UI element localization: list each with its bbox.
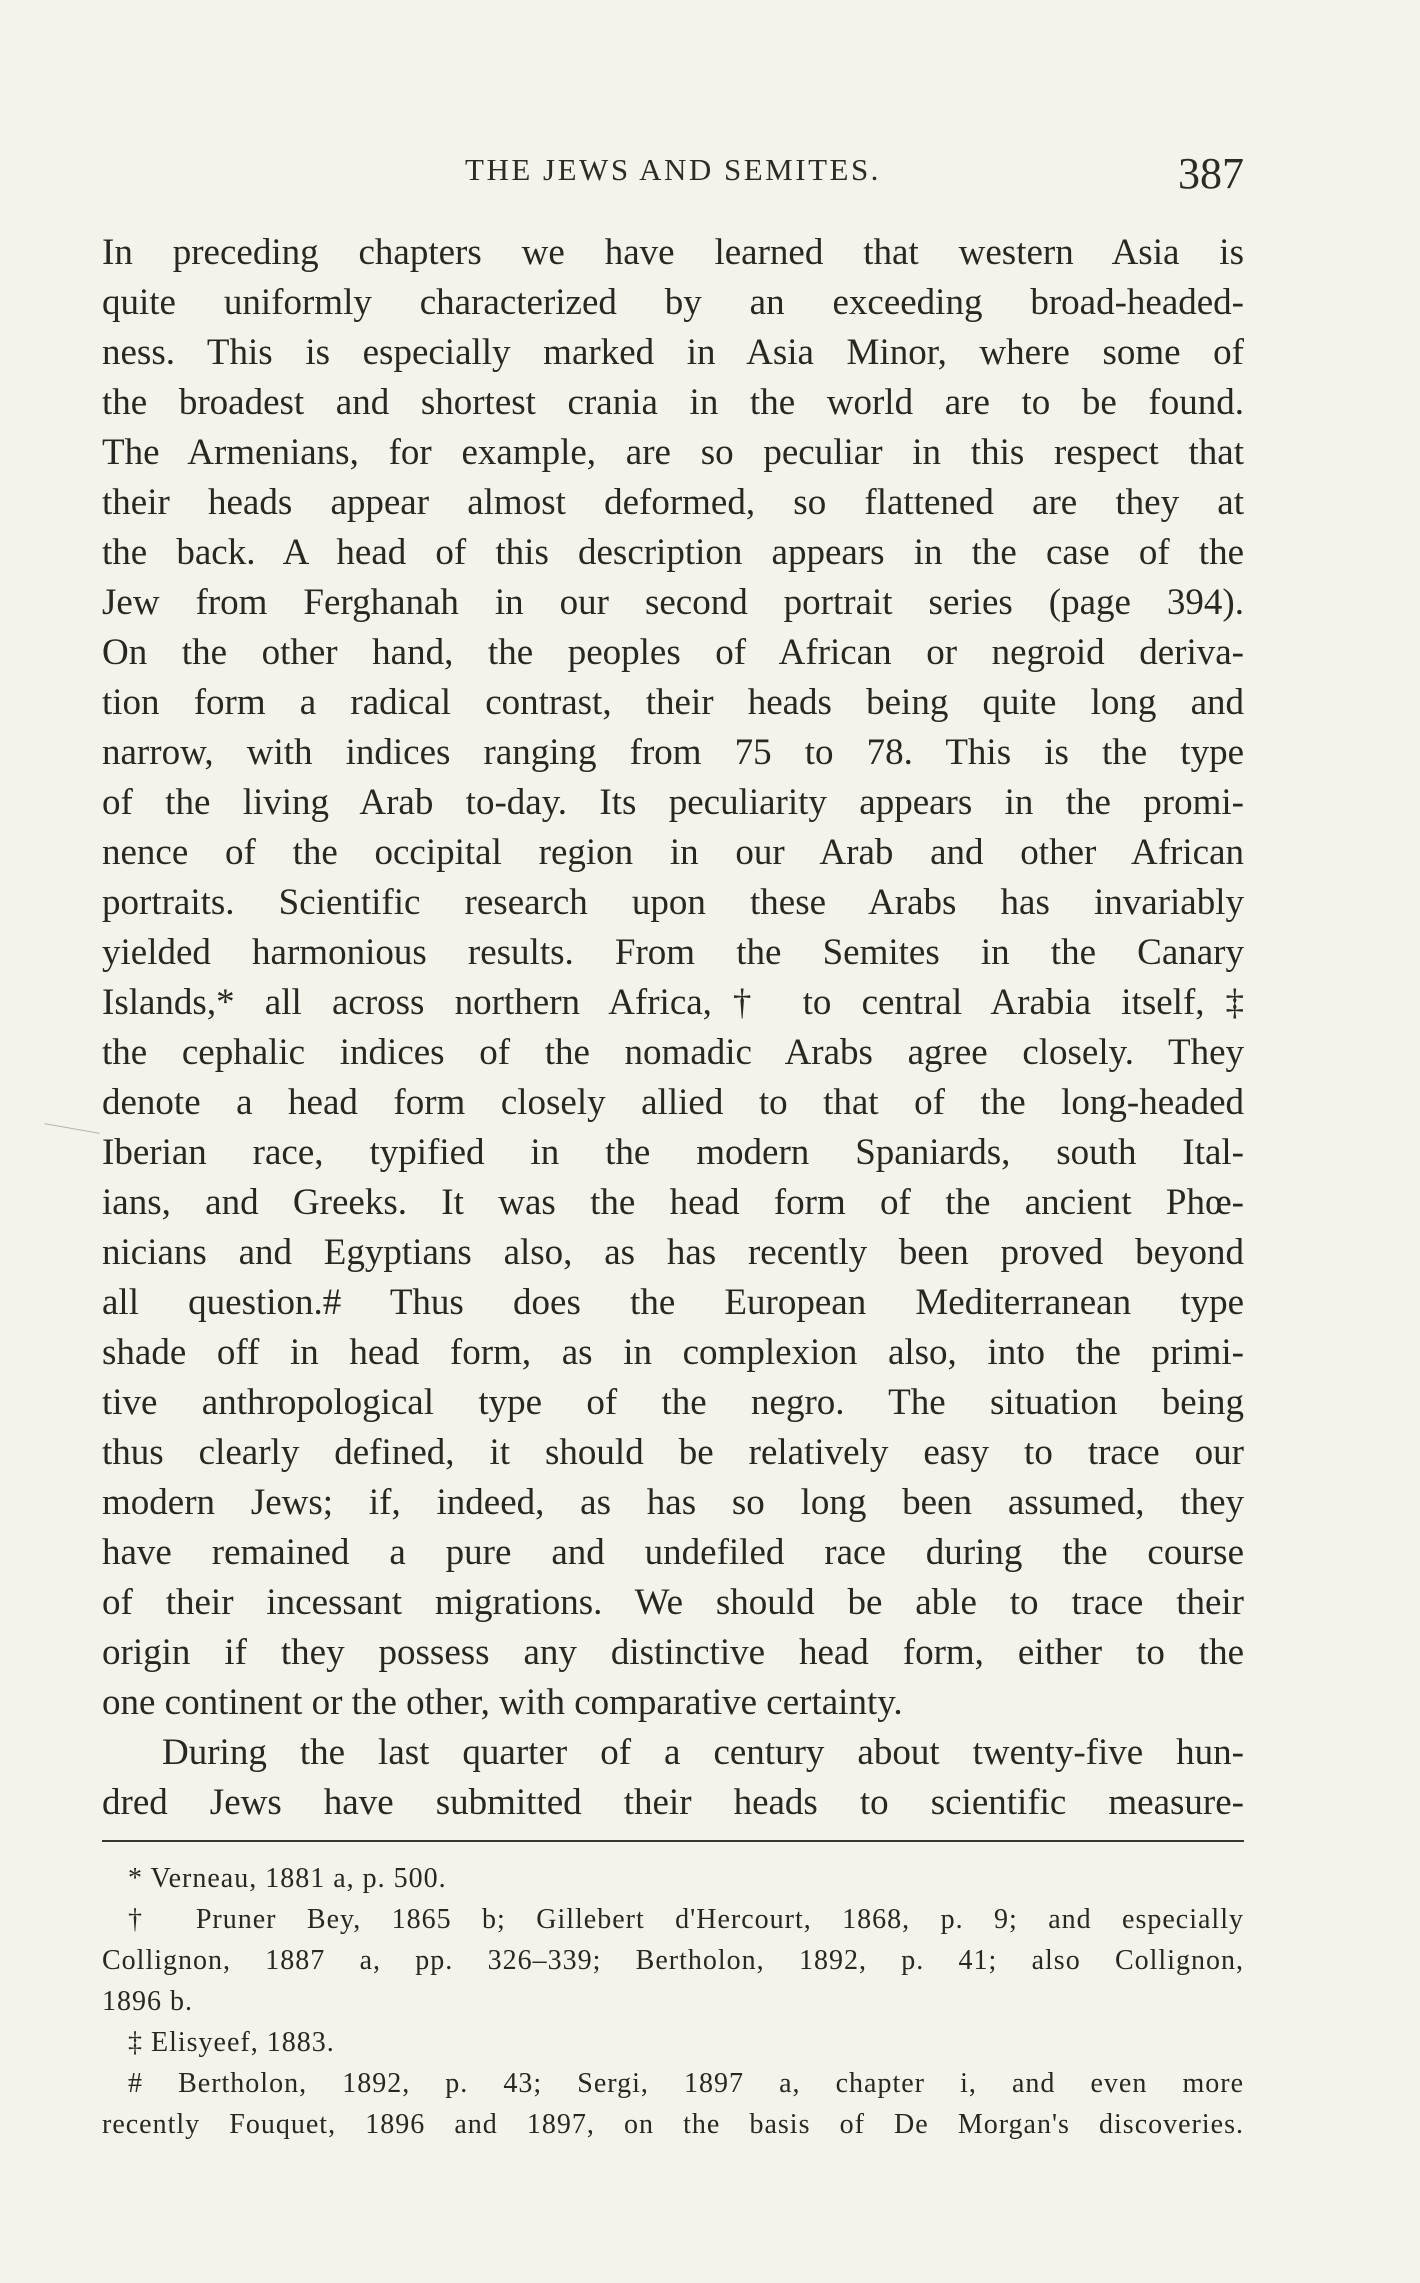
body-text [102,228,1244,1828]
footnote-line: ‡ Elisyeef, 1883. [128,2027,335,2058]
text-line: of their incessant migrations. We should be able to trace their [102,1582,1244,1623]
text-line: origin if they possess any distinctive head form, either to the [102,1632,1244,1673]
footnote-rule [102,1840,1244,1842]
text-line: yielded harmonious results. From the Semites in the Canary [102,932,1244,973]
text-line: portraits. Scientific research upon these Arabs has invariably [102,882,1244,923]
text-line: all question.# Thus does the European Mediterranean type [102,1282,1244,1323]
text-line: nence of the occipital region in our Arab and other African [102,832,1244,873]
text-line: In preceding chapters we have learned that western Asia is [102,232,1244,273]
text-line: quite uniformly characterized by an exceeding broad-headed- [102,282,1244,323]
text-line-paragraph-end: one continent or the other, with comparative certainty. [102,1682,903,1723]
footnote-line: recently Fouquet, 1896 and 1897, on the basis of De Morgan's discoveries. [102,2109,1244,2140]
text-line: tion form a radical contrast, their heads being quite long and [102,682,1244,723]
text-line: have remained a pure and undefiled race during the course [102,1532,1244,1573]
text-line: Islands,* all across northern Africa,† to central Arabia itself,‡ [102,982,1244,1023]
text-line: tive anthropological type of the negro. The situation being [102,1382,1244,1423]
footnote-line: 1896 b. [102,1986,193,2017]
text-line: On the other hand, the peoples of African or negroid deriva- [102,632,1244,673]
footnote-line: † Pruner Bey, 1865 b; Gillebert d'Hercourt, 1868, p. 9; and especially [128,1904,1244,1935]
text-line: the cephalic indices of the nomadic Arabs agree closely. They [102,1032,1244,1073]
text-line: of the living Arab to-day. Its peculiarity appears in the promi- [102,782,1244,823]
text-line: denote a head form closely allied to that of the long-headed [102,1082,1244,1123]
running-title: THE JEWS AND SEMITES. [465,152,881,187]
text-line: dred Jews have submitted their heads to scientific measure- [102,1782,1244,1823]
footnote-line: Collignon, 1887 a, pp. 326–339; Bertholon, 1892, p. 41; also Collignon, [102,1945,1244,1976]
text-line: nicians and Egyptians also, as has recently been proved beyond [102,1232,1244,1273]
text-line: modern Jews; if, indeed, as has so long been assumed, they [102,1482,1244,1523]
text-line: the broadest and shortest crania in the world are to be found. [102,382,1244,423]
text-line: the back. A head of this description appears in the case of the [102,532,1244,573]
text-line: The Armenians, for example, are so peculiar in this respect that [102,432,1244,473]
footnotes [102,1858,1244,2145]
running-head [102,148,1244,198]
text-line: Iberian race, typified in the modern Spaniards, south Ital- [102,1132,1244,1173]
text-line: Jew from Ferghanah in our second portrait series (page 394). [102,582,1244,623]
text-line: ians, and Greeks. It was the head form of the ancient Phœ- [102,1182,1244,1223]
text-line: their heads appear almost deformed, so flattened are they at [102,482,1244,523]
footnote-line: * Verneau, 1881 a, p. 500. [128,1863,447,1894]
text-line: narrow, with indices ranging from 75 to 78. This is the type [102,732,1244,773]
text-line: shade off in head form, as in complexion also, into the primi- [102,1332,1244,1373]
page-number: 387 [1178,149,1244,198]
margin-pencil-mark [44,1123,99,1134]
text-line: thus clearly defined, it should be relatively easy to trace our [102,1432,1244,1473]
text-line-paragraph-start: During the last quarter of a century about twenty-five hun- [162,1732,1244,1773]
footnote-line: # Bertholon, 1892, p. 43; Sergi, 1897 a, chapter i, and even more [128,2068,1244,2099]
text-line: ness. This is especially marked in Asia Minor, where some of [102,332,1244,373]
